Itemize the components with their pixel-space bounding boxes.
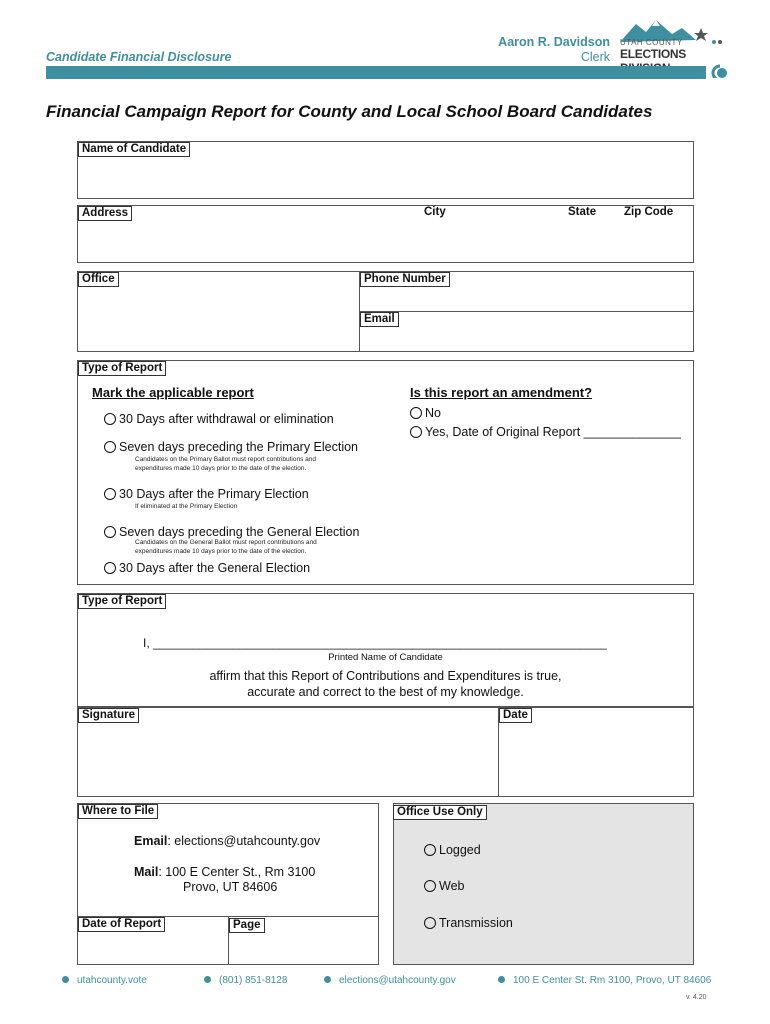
printed-name-line[interactable]: I, ____________________________________________________________________ <box>143 636 607 650</box>
phone-label: Phone Number <box>360 272 450 287</box>
report-type-label: Type of Report <box>78 361 166 376</box>
printed-name-caption: Printed Name of Candidate <box>328 652 443 663</box>
general-note: Candidates on the General Ballot must report contributions and expenditures made 10 days prior to the date of the election. <box>135 539 317 555</box>
bullet-icon <box>498 976 505 983</box>
option-withdrawal[interactable]: 30 Days after withdrawal or elimination <box>104 412 334 427</box>
office-label: Office <box>78 272 119 287</box>
file-mail: Mail: 100 E Center St., Rm 3100 <box>134 865 316 879</box>
header-left-title: Candidate Financial Disclosure <box>46 50 232 64</box>
office-web[interactable]: Web <box>424 879 464 894</box>
radio-circle-icon <box>424 917 436 929</box>
mark-heading: Mark the applicable report <box>92 385 254 400</box>
state-label: State <box>568 206 597 218</box>
address-field[interactable] <box>77 205 694 263</box>
email-field[interactable] <box>359 311 694 352</box>
office-transmission[interactable]: Transmission <box>424 916 513 931</box>
radio-circle-icon <box>410 426 422 438</box>
radio-circle-icon <box>410 407 422 419</box>
logo-small-text: UTAH COUNTY <box>620 38 683 47</box>
option-seven-days-general[interactable]: Seven days preceding the General Election <box>104 525 359 540</box>
file-email: Email: elections@utahcounty.gov <box>134 834 321 848</box>
page-label: Page <box>229 918 265 933</box>
where-to-file-label: Where to File <box>78 804 158 819</box>
office-use-label: Office Use Only <box>393 805 487 820</box>
footer-address: 100 E Center St. Rm 3100, Provo, UT 84606 <box>498 975 711 986</box>
radio-circle-icon <box>104 562 116 574</box>
amend-heading: Is this report an amendment? <box>410 385 593 400</box>
primary-note: Candidates on the Primary Ballot must report contributions and expenditures made 10 days prior to the date of the election. <box>135 456 317 472</box>
page-title: Financial Campaign Report for County and Local School Board Candidates <box>46 102 653 121</box>
bullet-icon <box>324 976 331 983</box>
radio-circle-icon <box>104 526 116 538</box>
radio-circle-icon <box>104 488 116 500</box>
option-30-days-primary[interactable]: 30 Days after the Primary Election <box>104 487 309 502</box>
footer-email[interactable]: elections@utahcounty.gov <box>324 975 456 986</box>
office-field[interactable] <box>77 271 360 352</box>
footer-website[interactable]: utahcounty.vote <box>62 975 147 986</box>
signature-label: Signature <box>78 708 139 723</box>
footer-phone[interactable]: (801) 851-8128 <box>204 975 287 986</box>
name-label: Name of Candidate <box>78 142 190 157</box>
radio-circle-icon <box>104 413 116 425</box>
affirm-text-2: accurate and correct to the best of my knowledge. <box>247 685 524 699</box>
clerk-title: Clerk <box>580 50 610 64</box>
option-30-days-general[interactable]: 30 Days after the General Election <box>104 561 310 576</box>
radio-circle-icon <box>424 880 436 892</box>
amend-no[interactable]: No <box>410 406 441 421</box>
clerk-name: Aaron R. Davidson <box>498 35 610 49</box>
bullet-icon <box>62 976 69 983</box>
affirm-text-1: affirm that this Report of Contributions and Expenditures is true, <box>209 669 562 683</box>
signature-field[interactable] <box>77 707 499 797</box>
logo-big-text: ELECTIONS <box>620 47 686 61</box>
office-logged[interactable]: Logged <box>424 843 481 858</box>
option-seven-days-primary[interactable]: Seven days preceding the Primary Election <box>104 440 358 455</box>
address-label: Address <box>78 206 132 221</box>
city-label: City <box>424 206 446 218</box>
radio-circle-icon <box>104 441 116 453</box>
email-label: Email <box>360 312 399 327</box>
where-to-file-box <box>77 803 379 917</box>
header-bar <box>46 66 706 79</box>
version-label: v. 4.20 <box>686 994 707 1001</box>
bullet-icon <box>204 976 211 983</box>
file-mail-city: Provo, UT 84606 <box>183 880 278 894</box>
zip-label: Zip Code <box>624 206 674 218</box>
amend-yes[interactable]: Yes, Date of Original Report ______________ <box>410 425 681 440</box>
date-label: Date <box>499 708 532 723</box>
affirm-label: Type of Report <box>78 594 166 609</box>
eliminated-note: If eliminated at the Primary Election <box>135 503 238 510</box>
radio-circle-icon <box>424 844 436 856</box>
date-of-report-label: Date of Report <box>78 917 165 932</box>
